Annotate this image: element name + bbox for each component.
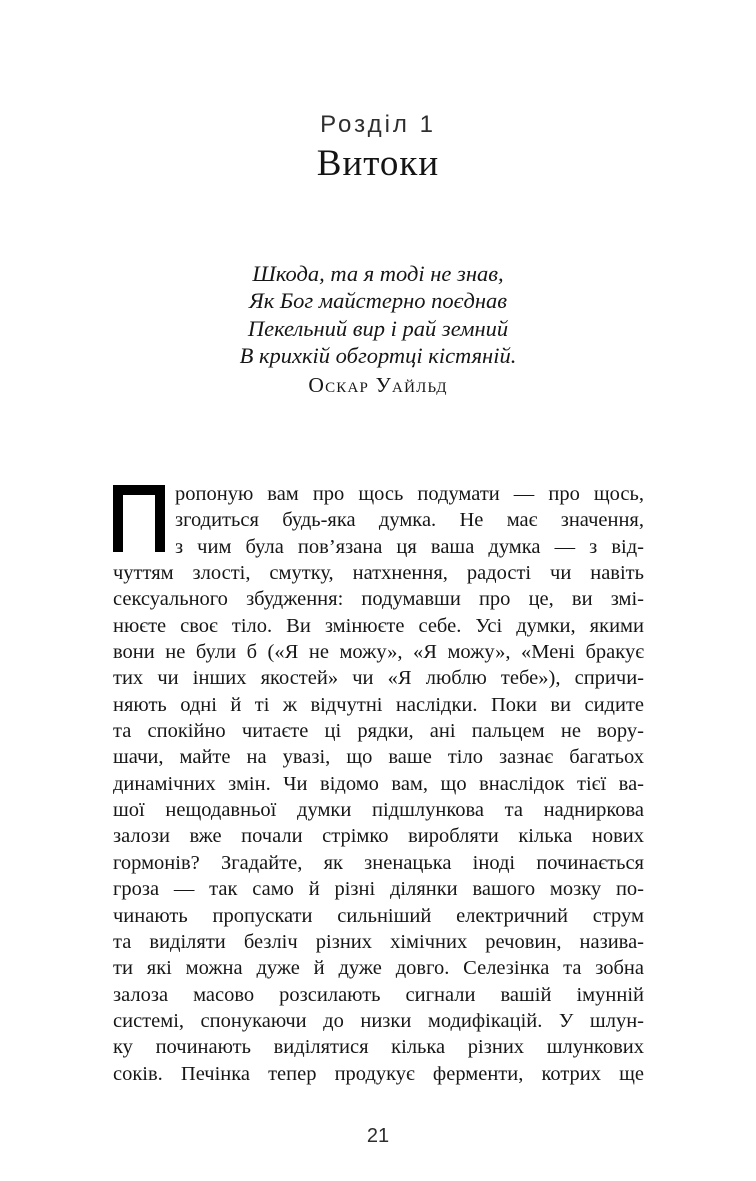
body-line: шачи, майте на увазі, що ваше тіло зазнає багатьох — [113, 746, 644, 769]
body-line: шої нещодавньої думки підшлункова та надниркова — [113, 799, 644, 822]
epigraph-line: В крихкій обгортці кістяній. — [239, 343, 517, 369]
body-line: вони не були б («Я не можу», «Я можу», «Мені бракує — [113, 641, 644, 664]
body-line: гроза — так само й різні ділянки вашого мозку по- — [113, 878, 644, 901]
body-line: залози вже почали стрімко виробляти кілька нових — [113, 825, 644, 848]
epigraph — [0, 260, 756, 399]
body-line: ку починають виділятися кілька різних шлункових — [113, 1036, 644, 1059]
epigraph-line: Пекельний вир і рай земний — [247, 315, 509, 341]
epigraph-line: Як Бог майстерно поєднав — [248, 288, 508, 314]
epigraph-lines — [0, 260, 756, 370]
chapter-title: Витоки — [316, 143, 440, 184]
body-line: залоза масово розсилають сигнали вашій імунній — [113, 983, 644, 1006]
drop-cap — [113, 485, 165, 552]
body-line: ти які можна дуже й дуже довго. Селезінка та зобна — [113, 957, 644, 980]
body-paragraph — [113, 481, 644, 1087]
chapter-heading — [0, 110, 756, 186]
page-number: 21 — [366, 1125, 390, 1147]
body-line: ропоную вам про щось подумати — про щось, — [175, 483, 644, 505]
body-line: чуттям злості, смутку, натхнення, радості чи навіть — [113, 562, 644, 585]
body-line: динамічних змін. Чи відомо вам, що внаслідок тієї ва- — [113, 772, 644, 795]
body-line: чинають пропускати сильніший електричний струм — [113, 904, 644, 927]
chapter-number-label: Розділ 1 — [320, 111, 436, 138]
body-line: нюєте своє тіло. Ви змінюєте себе. Усі думки, якими — [113, 614, 644, 637]
epigraph-line: Шкода, та я тоді не знав, — [252, 261, 504, 286]
body-line: та виділяти безліч різних хімічних речовин, назива- — [113, 930, 644, 953]
body-line: тих чи інших якостей» чи «Я люблю тебе»), спричи- — [113, 667, 644, 690]
body-line: з чим була пов’язана ця ваша думка — з від- — [175, 535, 644, 558]
body-line: та спокійно читаєте ці рядки, ані пальцем не вору- — [113, 720, 644, 743]
body-line: згодиться будь-яка думка. Не має значення, — [175, 509, 644, 532]
body-line: гормонів? Згадайте, як зненацька іноді починається — [113, 851, 644, 874]
body-line: няють одні й ті ж відчутні наслідки. Поки ви сидите — [113, 693, 644, 716]
epigraph-author: Оскар Уайльд — [308, 372, 448, 397]
body-lines — [113, 481, 644, 1087]
body-line: системі, спонукаючи до низки модифікацій. У шлун- — [113, 1009, 644, 1032]
body-line: сексуального збудження: подумавши про це, ви змі- — [113, 588, 644, 611]
body-line: соків. Печінка тепер продукує ферменти, котрих ще — [113, 1062, 644, 1085]
